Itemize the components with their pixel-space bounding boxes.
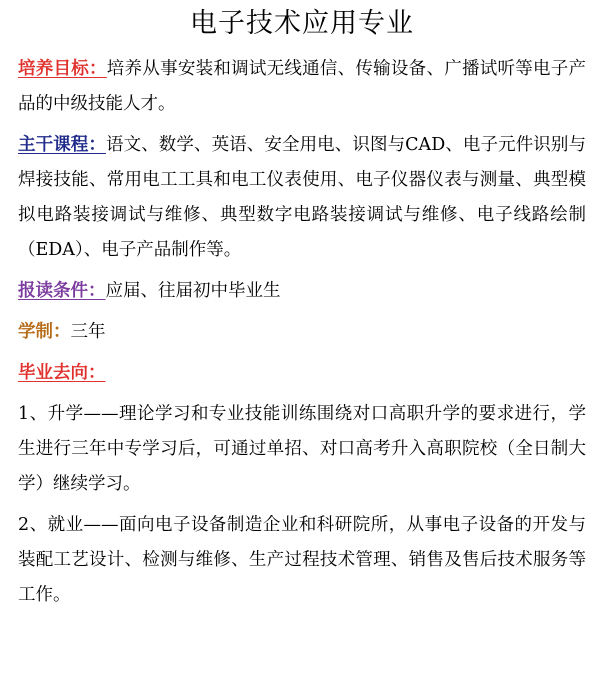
duration-label: 学制：: [18, 322, 71, 342]
duration-text: 三年: [70, 322, 106, 342]
destination-item-further-study: 1、升学——理论学习和专业技能训练围绕对口高职升学的要求进行，学生进行三年中专学习后，可通过单招、对口高考升入高职院校（全日制大学）继续学习。: [18, 404, 586, 494]
courses-section: [18, 128, 586, 268]
goal-section: [18, 52, 586, 122]
admission-label: 报读条件：: [18, 281, 106, 301]
goal-text: 培养从事安装和调试无线通信、传输设备、广播试听等电子产品的中级技能人才。: [18, 59, 587, 114]
destination-item-employment: 2、就业——面向电子设备制造企业和科研院所，从事电子设备的开发与装配工艺设计、检测与维修、生产过程技术管理、销售及售后技术服务等工作。: [18, 515, 586, 605]
goal-label: 培养目标：: [18, 59, 107, 79]
courses-text: 语文、数学、英语、安全用电、识图与CAD、电子元件识别与焊接技能、常用电工工具和电工仪表使用、电子仪器仪表与测量、典型模拟电路装接调试与维修、典型数字电路装接调试与维修、电子线路绘制（EDA）、电子产品制作等。: [18, 135, 587, 260]
duration-section: [18, 315, 586, 350]
admission-text: 应届、往届初中毕业生: [105, 281, 281, 301]
admission-section: [18, 274, 586, 309]
page-title: 电子技术应用专业: [190, 8, 414, 39]
destination-label: 毕业去向：: [18, 363, 106, 383]
courses-label: 主干课程：: [18, 135, 106, 155]
destination-heading: [18, 356, 586, 391]
